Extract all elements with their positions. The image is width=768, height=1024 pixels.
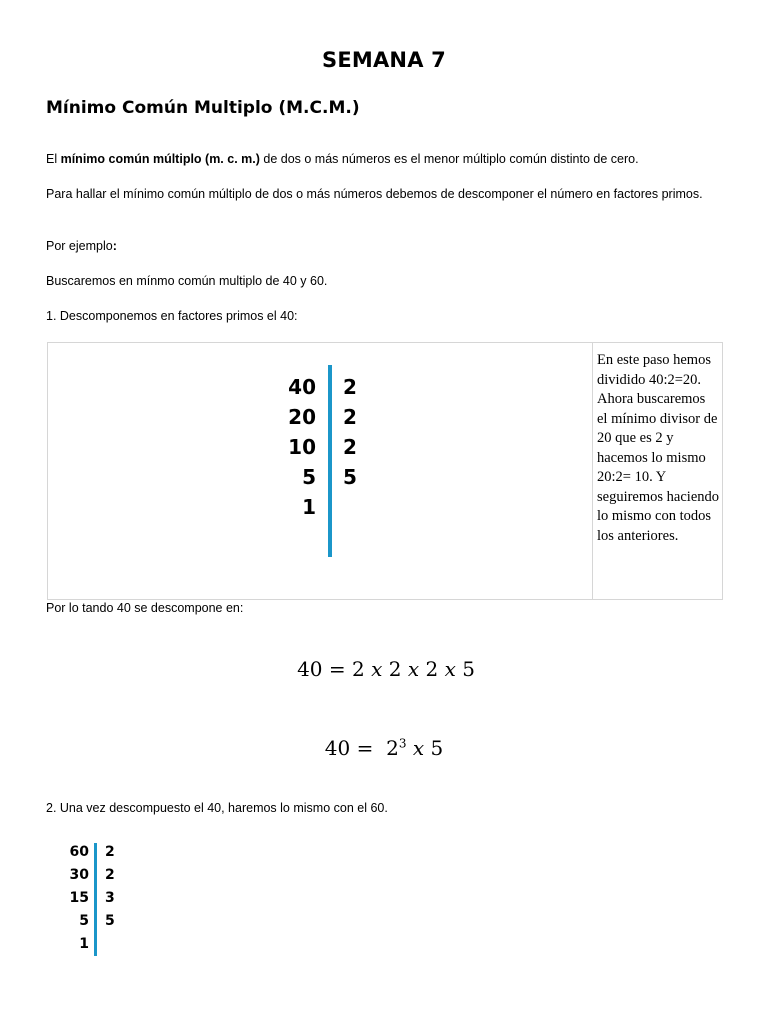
factor-number: 5 <box>79 913 89 929</box>
factor-number: 15 <box>69 890 89 906</box>
eq1-equals: = <box>328 657 346 681</box>
eq2-last: 5 <box>430 736 444 760</box>
factor-number: 1 <box>79 936 89 952</box>
factor-number: 20 <box>288 405 316 429</box>
factor-divisor: 3 <box>105 890 115 906</box>
method-paragraph: Para hallar el mínimo común múltiplo de dos o más números debemos de descomponer el número en factores primos. <box>46 187 703 201</box>
factorization-40 <box>278 365 368 560</box>
eq1-lhs: 40 <box>297 657 323 681</box>
step-1: 1. Descomponemos en factores primos el 40: <box>46 309 298 323</box>
factor-divisor: 2 <box>343 435 357 459</box>
factor-divisor: 5 <box>105 913 115 929</box>
table-divider <box>592 343 593 599</box>
factor-number: 5 <box>302 465 316 489</box>
factor-divisor: 2 <box>343 375 357 399</box>
factor-number: 1 <box>302 495 316 519</box>
eq1-op2: x <box>407 657 420 681</box>
page-title: SEMANA 7 <box>322 48 446 72</box>
definition-prefix: El <box>46 152 61 166</box>
eq1-op3: x <box>444 657 456 681</box>
eq2-op: x <box>412 736 425 760</box>
goal-paragraph: Buscaremos en mínmo común multiplo de 40 y 60. <box>46 274 328 288</box>
factor-divisor: 2 <box>105 844 115 860</box>
eq2-equals: = <box>356 736 374 760</box>
factor-divisor: 5 <box>343 465 357 489</box>
factor-divisor: 2 <box>343 405 357 429</box>
explanation-note: En este paso hemos dividido 40:2=20. Ahora buscaremos el mínimo divisor de 20 que es 2 y hacemos lo mismo 20:2= 10. Y seguiremos haciendo lo mismo con todos los anteriores. <box>597 352 720 544</box>
eq1-f2: 2 <box>388 657 402 681</box>
eq2-exponent: 3 <box>398 736 407 751</box>
example-label <box>46 238 726 254</box>
eq2-base: 2 <box>386 736 399 760</box>
eq1-f1: 2 <box>352 657 365 681</box>
example-label-colon: : <box>112 239 117 253</box>
equation-expanded <box>0 657 768 681</box>
eq2-lhs: 40 <box>324 736 351 760</box>
factor-divisor: 2 <box>105 867 115 883</box>
factor-number: 10 <box>288 435 316 459</box>
example-label-text: Por ejemplo <box>46 239 113 253</box>
factorization-table <box>47 342 723 600</box>
factor-number: 40 <box>288 375 316 399</box>
eq1-f3: 2 <box>425 657 439 681</box>
step-2: 2. Una vez descompuesto el 40, haremos lo mismo con el 60. <box>46 801 388 815</box>
factor-number: 60 <box>69 844 89 860</box>
divider-bar <box>94 843 97 956</box>
divider-bar <box>328 365 332 557</box>
definition-paragraph <box>46 151 726 167</box>
section-heading: Mínimo Común Multiplo (M.C.M.) <box>46 98 360 118</box>
definition-suffix: de dos o más números es el menor múltiplo común distinto de cero. <box>259 152 639 166</box>
factorization-60 <box>62 843 132 958</box>
eq1-op1: x <box>371 657 383 681</box>
definition-term: mínimo común múltiplo (m. c. m.) <box>60 152 260 166</box>
conclusion-paragraph: Por lo tando 40 se descompone en: <box>46 601 244 615</box>
eq1-f4: 5 <box>462 657 475 681</box>
equation-power <box>0 736 768 760</box>
factor-number: 30 <box>69 867 89 883</box>
